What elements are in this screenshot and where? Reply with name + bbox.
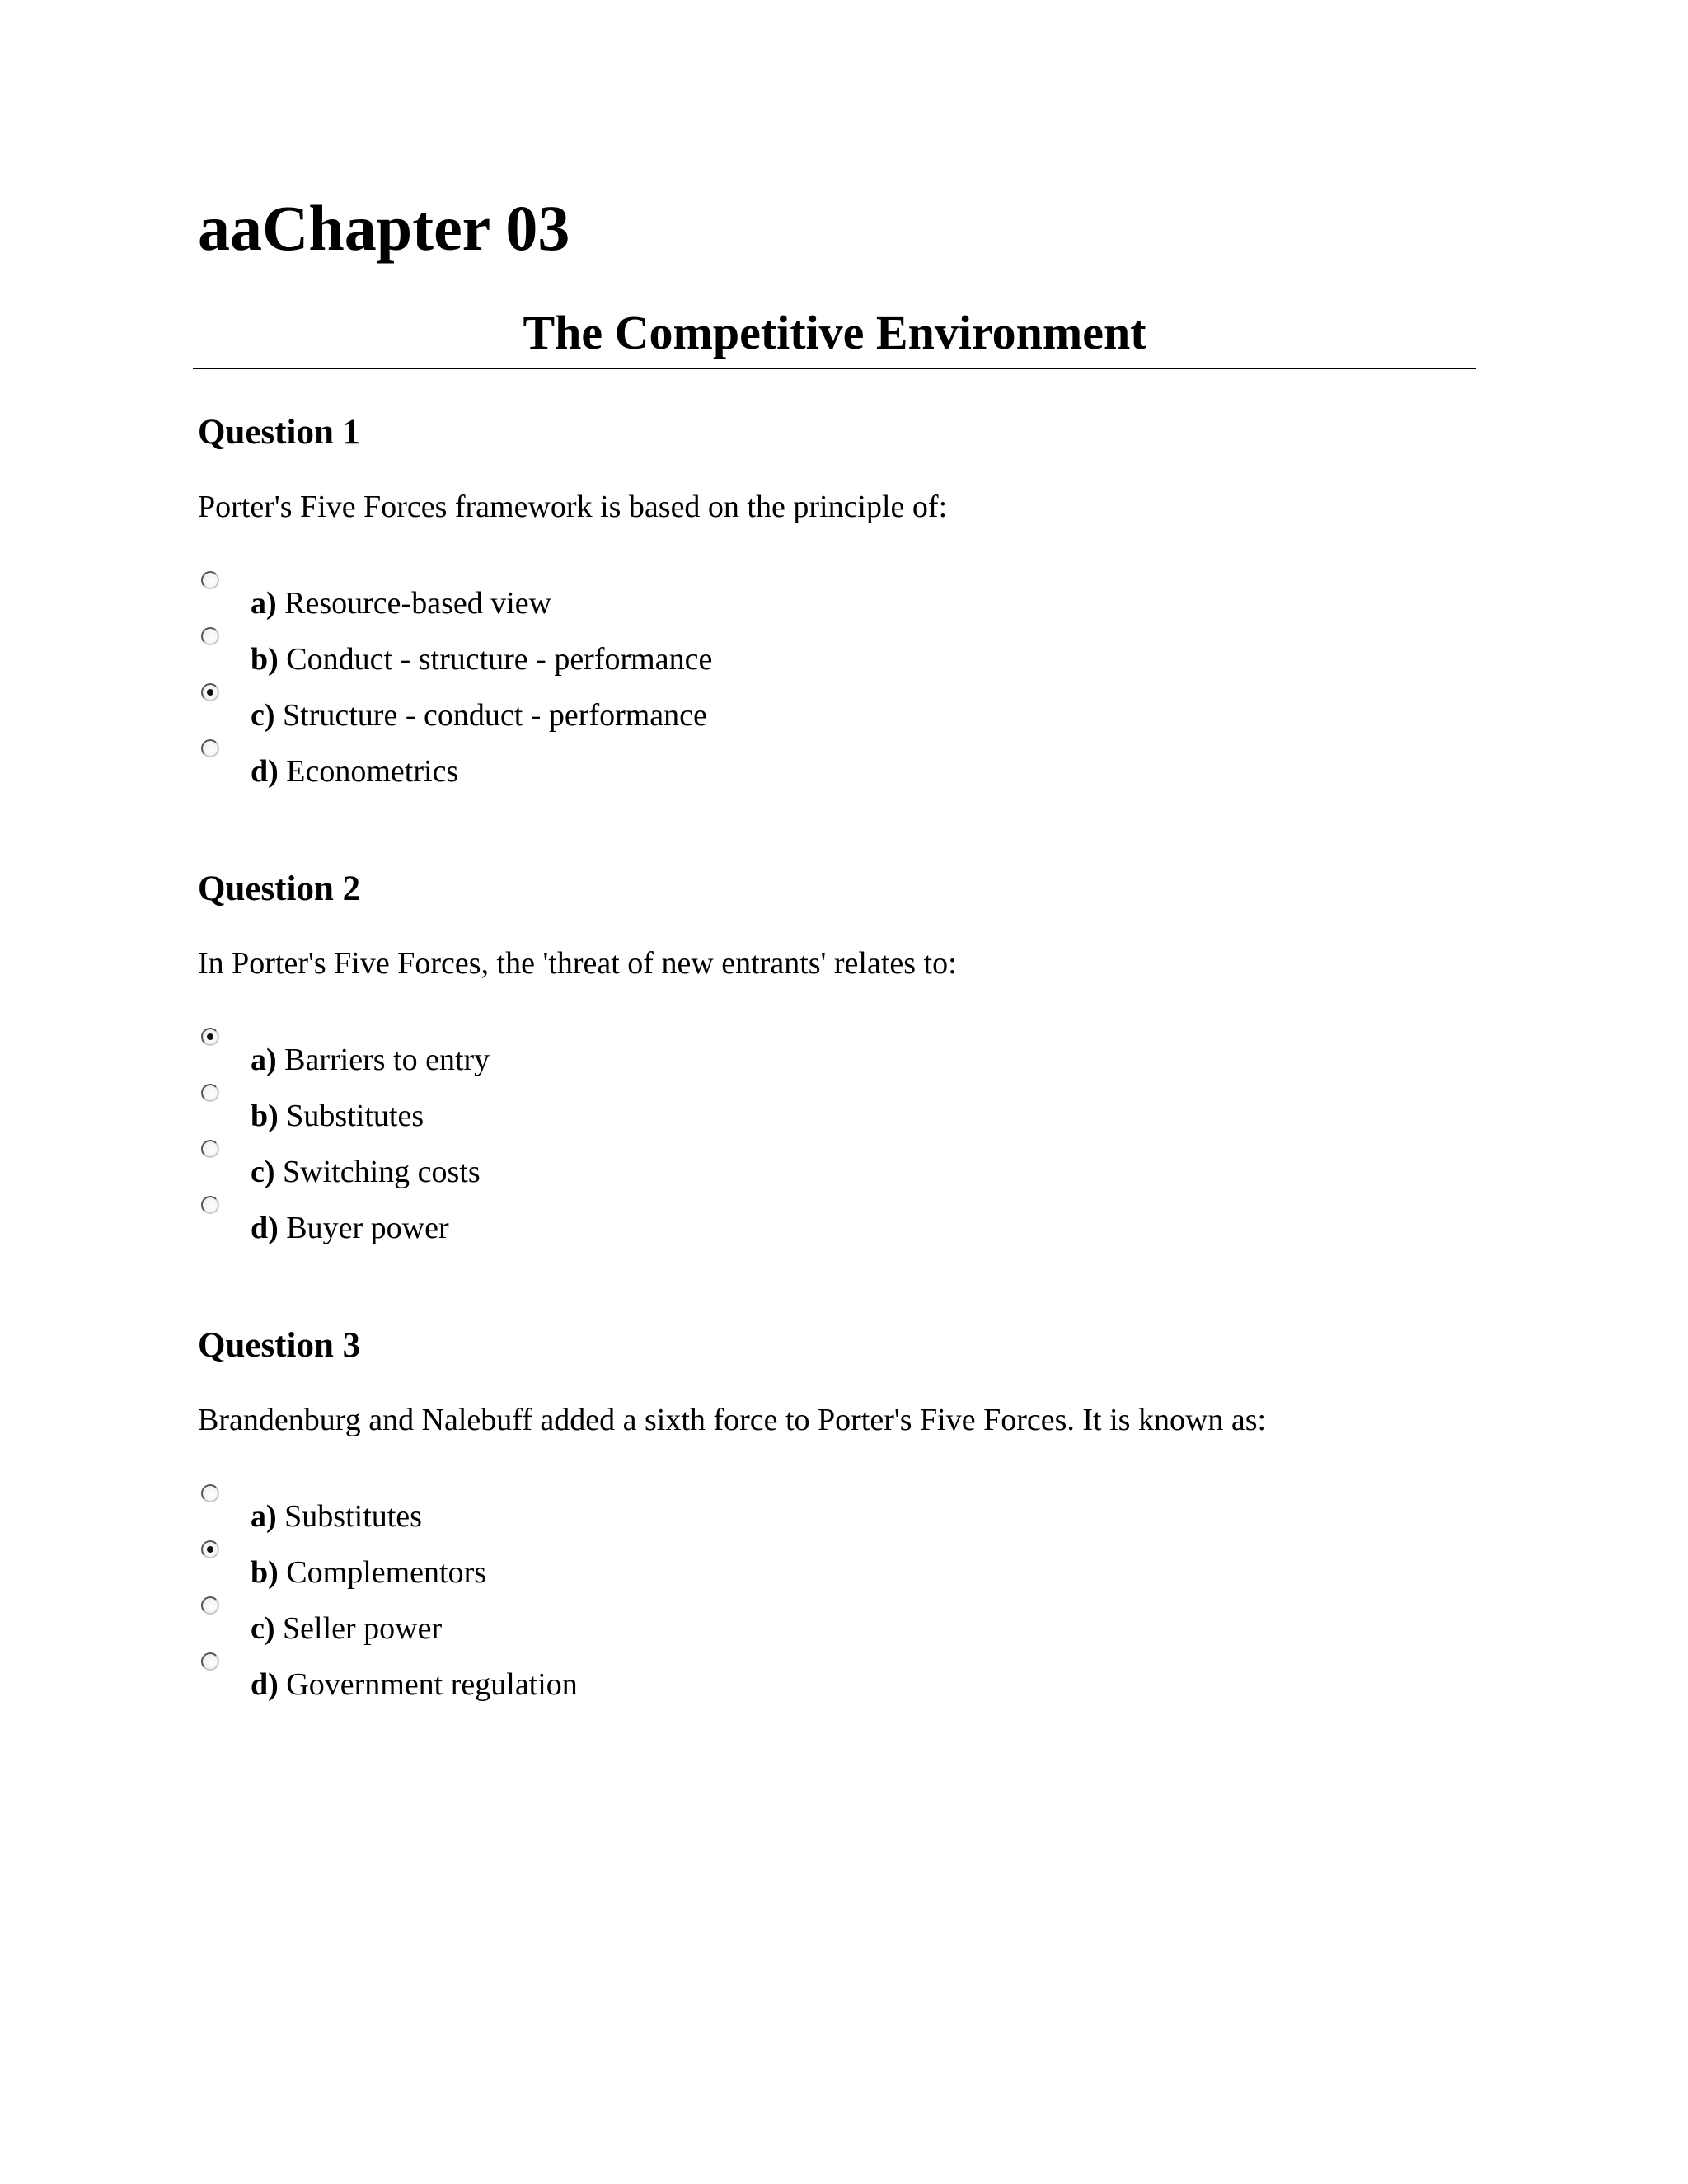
answer-option-b[interactable] bbox=[198, 1084, 1187, 1133]
answer-option-b[interactable] bbox=[198, 1540, 1187, 1590]
chapter-title: aaChapter 03 bbox=[198, 192, 570, 264]
answer-option-b[interactable] bbox=[198, 627, 1187, 677]
section-title: The Competitive Environment bbox=[523, 306, 1146, 359]
question-text: Brandenburg and Nalebuff added a sixth force to Porter's Five Forces. It is known as: bbox=[198, 1403, 1267, 1437]
answer-option-c[interactable] bbox=[198, 683, 1187, 733]
option-letter: c) bbox=[251, 1611, 275, 1646]
answer-option-label bbox=[251, 588, 551, 619]
option-letter: c) bbox=[251, 1155, 275, 1189]
answer-option-label bbox=[251, 1156, 481, 1188]
answer-option-d[interactable] bbox=[198, 1652, 1187, 1702]
answer-option-a[interactable] bbox=[198, 1484, 1187, 1534]
option-letter: a) bbox=[251, 586, 277, 621]
option-text: Seller power bbox=[283, 1611, 443, 1646]
radio-button-icon[interactable] bbox=[201, 1652, 219, 1671]
radio-button-icon[interactable] bbox=[201, 683, 219, 701]
question-text: In Porter's Five Forces, the 'threat of new entrants' relates to: bbox=[198, 946, 957, 981]
answer-option-a[interactable] bbox=[198, 571, 1187, 621]
radio-dot-icon bbox=[207, 689, 213, 696]
option-letter: b) bbox=[251, 642, 279, 677]
option-text: Structure - conduct - performance bbox=[283, 698, 707, 733]
question-text: Porter's Five Forces framework is based on the principle of: bbox=[198, 490, 948, 524]
answer-option-label bbox=[251, 756, 458, 787]
radio-button-icon[interactable] bbox=[201, 1028, 219, 1046]
option-text: Substitutes bbox=[286, 1099, 424, 1133]
answer-option-label bbox=[251, 1100, 424, 1132]
answer-option-label bbox=[251, 1501, 422, 1532]
option-text: Buyer power bbox=[286, 1211, 449, 1245]
answer-option-c[interactable] bbox=[198, 1140, 1187, 1189]
option-text: Resource-based view bbox=[284, 586, 552, 621]
option-letter: b) bbox=[251, 1099, 279, 1133]
radio-button-icon[interactable] bbox=[201, 1540, 219, 1558]
option-letter: a) bbox=[251, 1499, 277, 1534]
radio-button-icon[interactable] bbox=[201, 1596, 219, 1615]
option-text: Conduct - structure - performance bbox=[286, 642, 713, 677]
option-text: Government regulation bbox=[286, 1667, 578, 1702]
answer-option-c[interactable] bbox=[198, 1596, 1187, 1646]
radio-button-icon[interactable] bbox=[201, 1084, 219, 1102]
radio-button-icon[interactable] bbox=[201, 1484, 219, 1502]
radio-dot-icon bbox=[207, 1033, 213, 1040]
radio-button-icon[interactable] bbox=[201, 571, 219, 589]
option-letter: d) bbox=[251, 1667, 279, 1702]
answer-option-label bbox=[251, 700, 707, 731]
answer-option-label bbox=[251, 1669, 578, 1700]
answer-option-a[interactable] bbox=[198, 1028, 1187, 1077]
answer-option-label bbox=[251, 644, 712, 675]
radio-button-icon[interactable] bbox=[201, 627, 219, 645]
title-divider bbox=[193, 368, 1476, 369]
option-letter: c) bbox=[251, 698, 275, 733]
option-text: Switching costs bbox=[283, 1155, 481, 1189]
question-heading: Question 3 bbox=[198, 1326, 361, 1365]
answer-option-label bbox=[251, 1557, 486, 1588]
answer-option-d[interactable] bbox=[198, 739, 1187, 789]
answer-option-label bbox=[251, 1212, 449, 1244]
question-heading: Question 2 bbox=[198, 869, 361, 908]
option-text: Substitutes bbox=[284, 1499, 422, 1534]
question-heading: Question 1 bbox=[198, 413, 361, 452]
radio-dot-icon bbox=[207, 1546, 213, 1553]
option-text: Complementors bbox=[286, 1555, 487, 1590]
radio-button-icon[interactable] bbox=[201, 1140, 219, 1158]
answer-option-d[interactable] bbox=[198, 1196, 1187, 1245]
answer-option-label bbox=[251, 1613, 442, 1644]
radio-button-icon[interactable] bbox=[201, 739, 219, 757]
option-letter: d) bbox=[251, 754, 279, 789]
answer-option-label bbox=[251, 1044, 490, 1076]
option-letter: d) bbox=[251, 1211, 279, 1245]
option-letter: a) bbox=[251, 1043, 277, 1077]
option-letter: b) bbox=[251, 1555, 279, 1590]
option-text: Barriers to entry bbox=[284, 1043, 490, 1077]
option-text: Econometrics bbox=[286, 754, 459, 789]
radio-button-icon[interactable] bbox=[201, 1196, 219, 1214]
